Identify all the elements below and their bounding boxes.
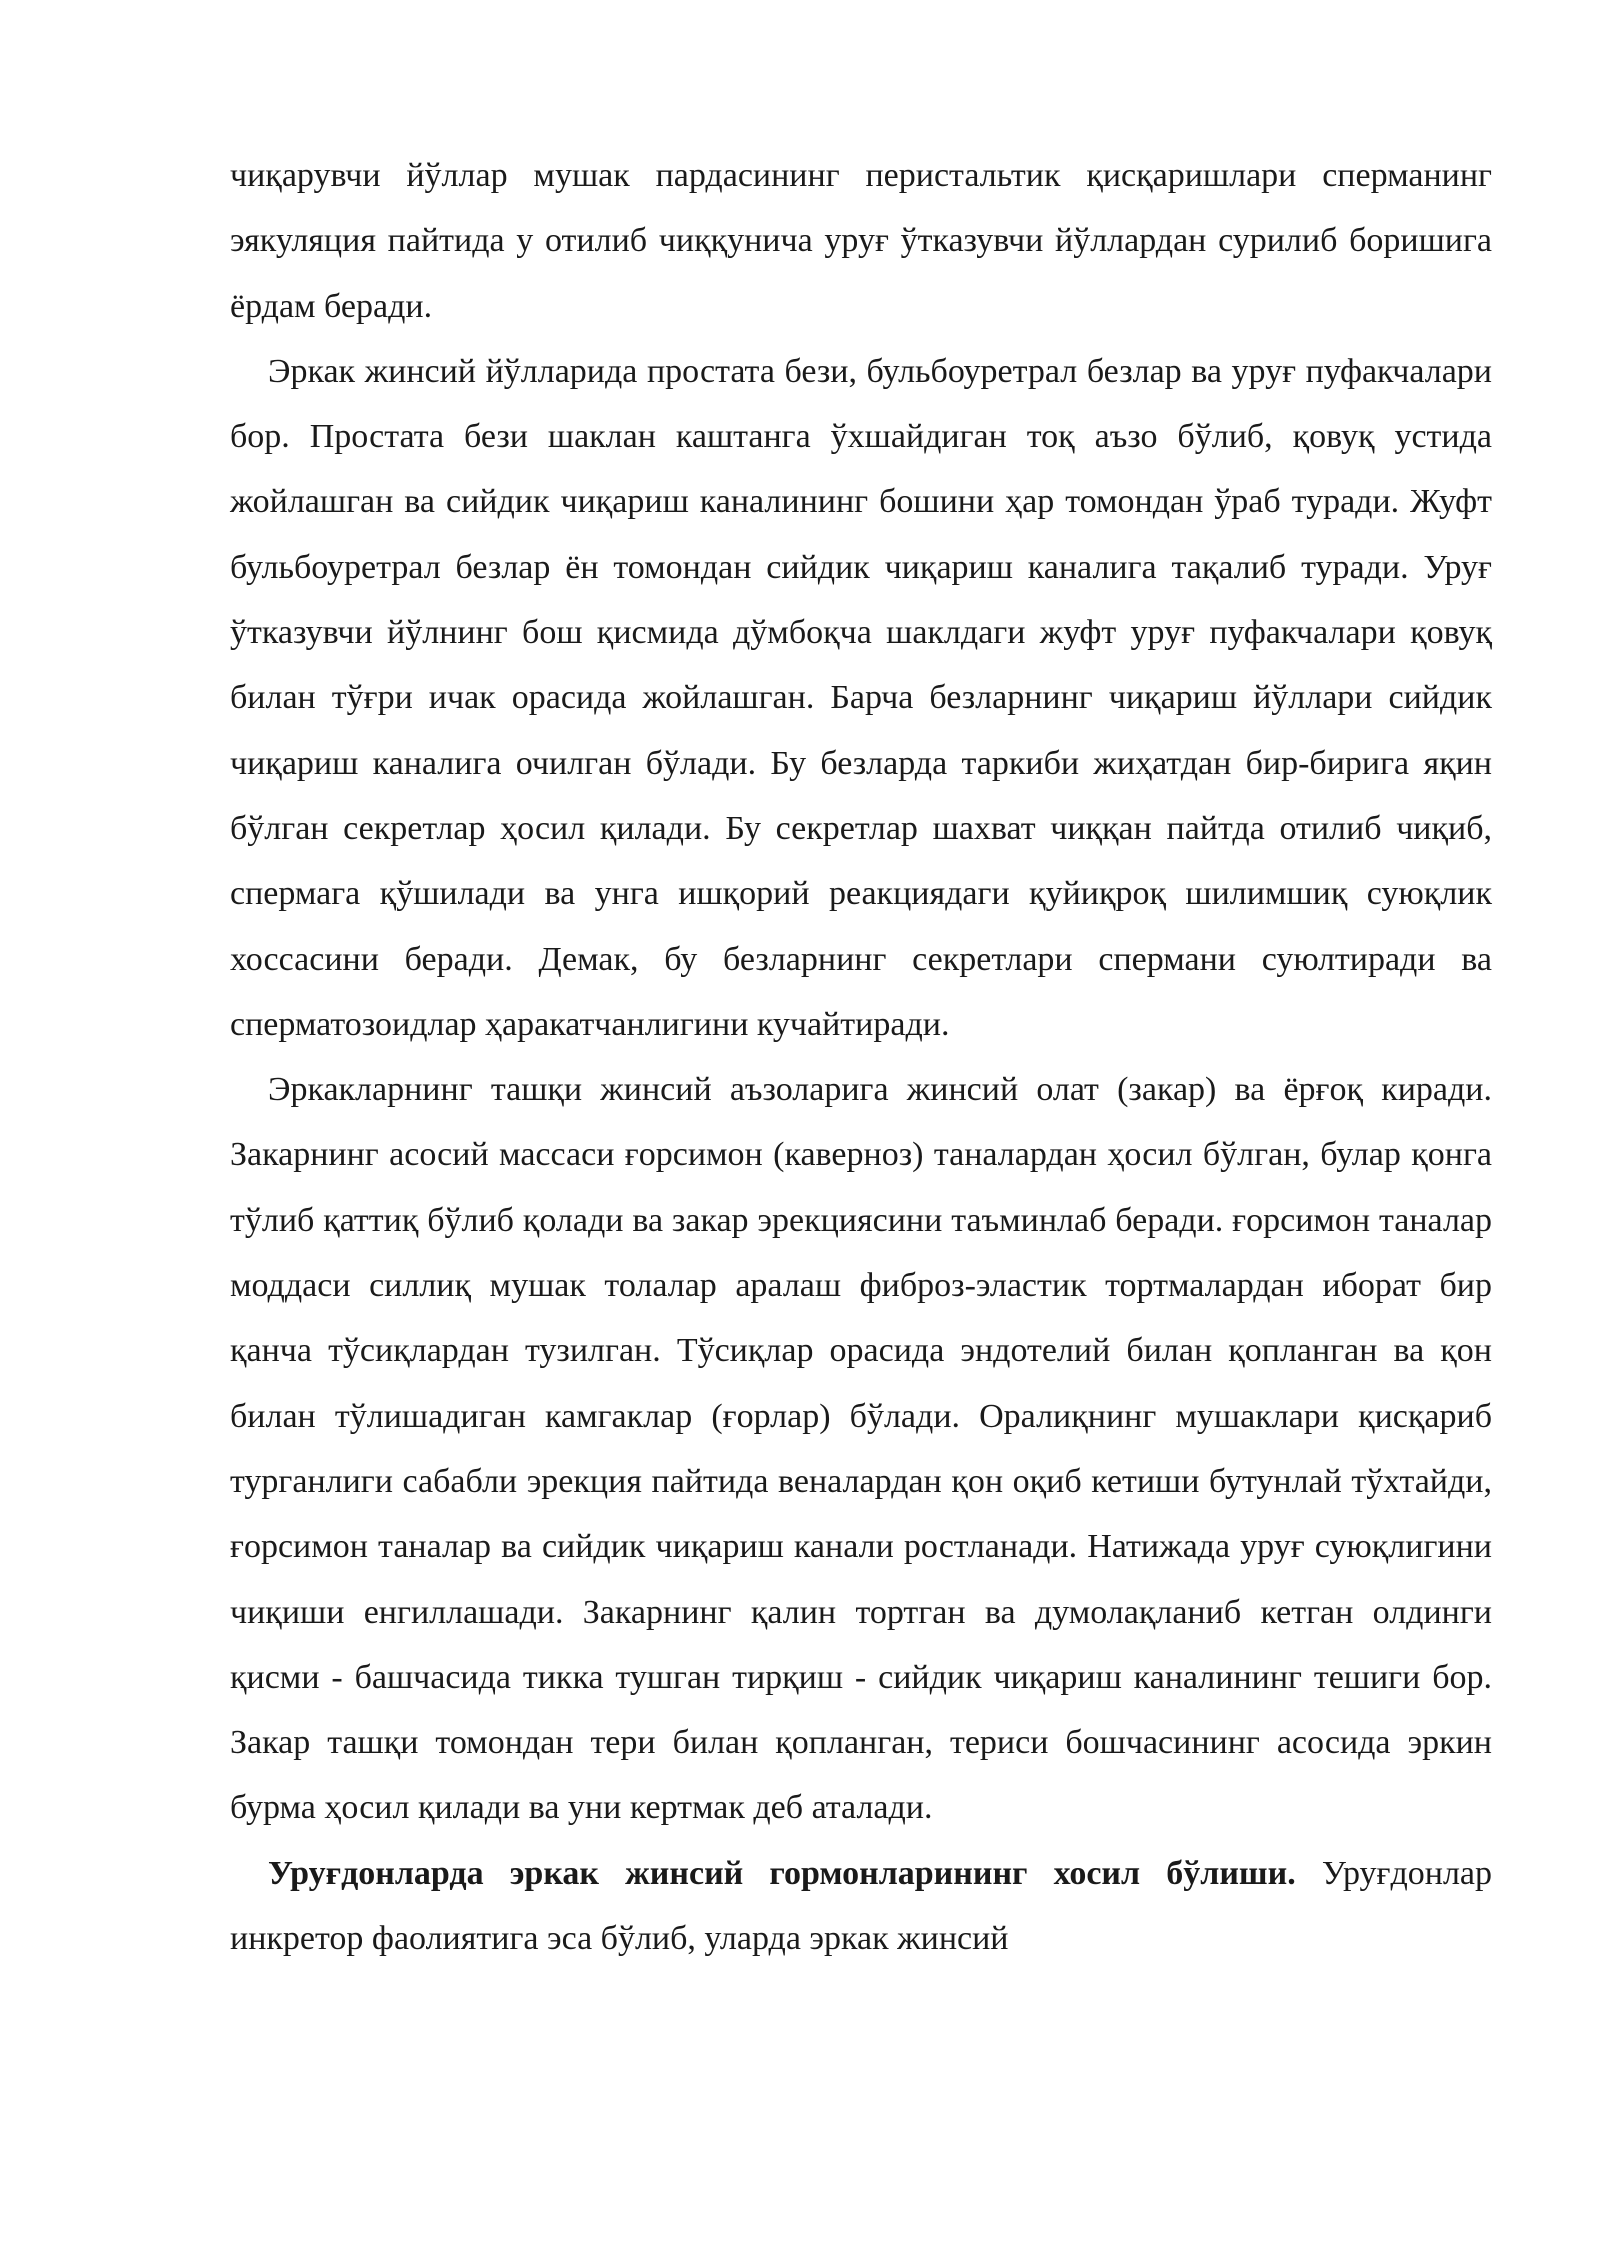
section-heading: Уруғдонларда эркак жинсий гормонларининг хосил бўлиши. xyxy=(268,1854,1296,1892)
document-body xyxy=(230,143,1492,1971)
paragraph-4-text: Уруғдонлар инкретор фаолиятига эса бўлиб, уларда эркак жинсий xyxy=(230,1854,1493,1958)
paragraph-4 xyxy=(230,1841,1492,1972)
paragraph-1: чиқарувчи йўллар мушак пардасининг перистальтик қисқаришлари сперманинг эякуляция пайтида у отилиб чиққунича уруғ ўтказувчи йўллардан сурилиб боришига ёрдам беради. xyxy=(230,157,1492,325)
paragraph-3: Эркакларнинг ташқи жинсий аъзоларига жинсий олат (закар) ва ёрғоқ киради. Закарнинг асосий массаси ғорсимон (каверноз) таналардан ҳосил бўлган, булар қонга тўлиб қаттиқ бўлиб қолади ва закар эрекциясини таъминлаб беради. ғорсимон таналар моддаси силлиқ мушак толалар аралаш фиброз-эластик тортмалардан иборат бир қанча тўсиқлардан тузилган. Тўсиқлар орасида эндотелий билан қопланган ва қон билан тўлишадиган камгаклар (ғорлар) бўлади. Оралиқнинг мушаклари қисқариб турганлиги сабабли эрекция пайтида веналардан қон оқиб кетиши бутунлай тўхтайди, ғорсимон таналар ва сийдик чиқариш канали ростланади. Натижада уруғ суюқлигини чиқиши енгиллашади. Закарнинг қалин тортган ва думолақланиб кетган олдинги қисми - башчасида тикка тушган тирқиш - сийдик чиқариш каналининг тешиги бор. Закар ташқи томондан тери билан қопланган, териси бошчасининг асосида эркин бурма ҳосил қилади ва уни кертмак деб аталади. xyxy=(230,1071,1492,1827)
paragraph-2: Эркак жинсий йўлларида простата бези, бульбоуретрал безлар ва уруғ пуфакчалари бор. Простата бези шаклан каштанга ўхшайдиган тоқ аъзо бўлиб, қовуқ устида жойлашган ва сийдик чиқариш каналининг бошини ҳар томондан ўраб туради. Жуфт бульбоуретрал безлар ён томондан сийдик чиқариш каналига тақалиб туради. Уруғ ўтказувчи йўлнинг бош қисмида дўмбоқча шаклдаги жуфт уруғ пуфакчалари қовуқ билан тўғри ичак орасида жойлашган. Барча безларнинг чиқариш йўллари сийдик чиқариш каналига очилган бўлади. Бу безларда таркиби жиҳатдан бир-бирига яқин бўлган секретлар ҳосил қилади. Бу секретлар шахват чиққан пайтда отилиб чиқиб, спермага қўшилади ва унга ишқорий реакциядаги қуйиқроқ шилимшиқ суюқлик хоссасини беради. Демак, бу безларнинг секретлари спермани суюлтиради ва сперматозоидлар ҳаракатчанлигини кучайтиради. xyxy=(230,352,1492,1043)
